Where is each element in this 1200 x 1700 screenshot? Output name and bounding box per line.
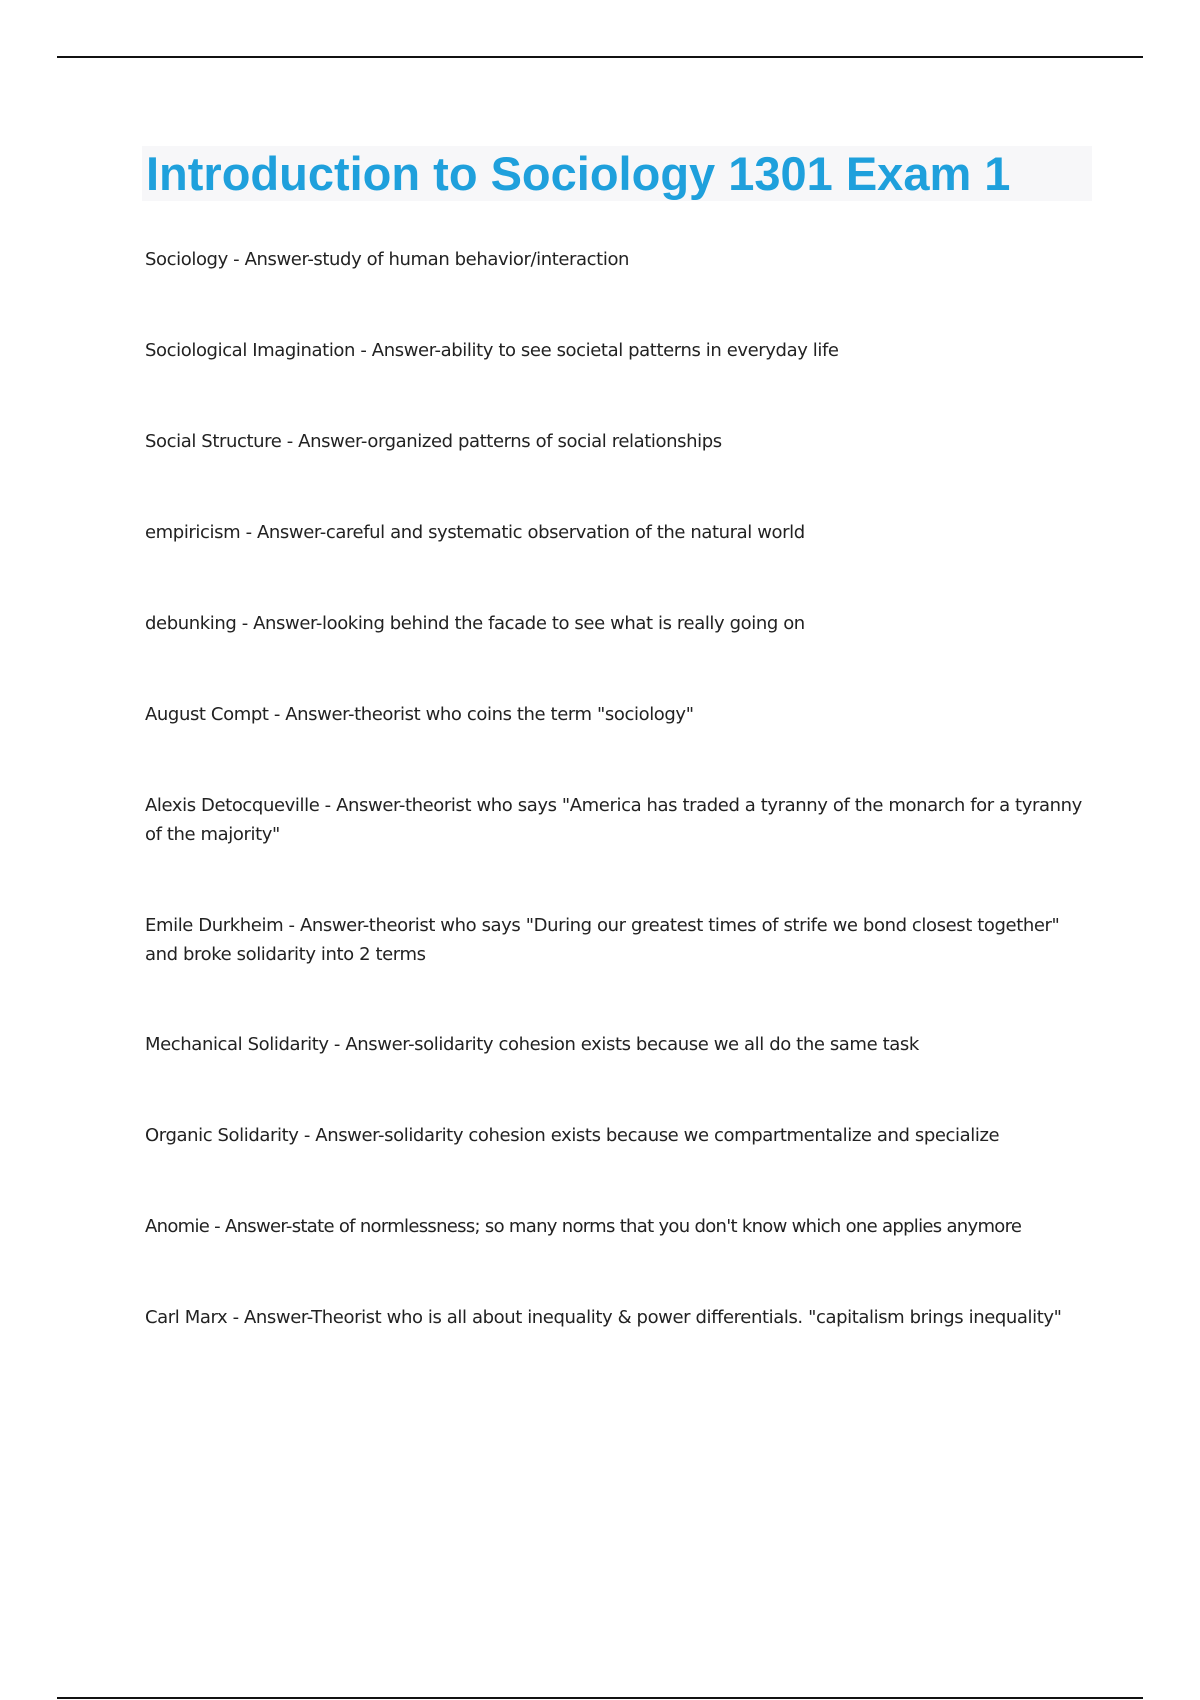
footer-rule [57,1697,1143,1699]
qa-item: Sociology - Answer-study of human behavior/interaction [145,249,630,270]
header-rule [57,56,1143,58]
qa-item: Sociological Imagination - Answer-ability to see societal patterns in everyday life [145,340,839,361]
qa-item: Carl Marx - Answer-Theorist who is all about inequality & power differentials. "capitalism brings inequality" [145,1307,1062,1328]
qa-item: Alexis Detocqueville - Answer-theorist who says "America has traded a tyranny of the monarch for a tyranny of the majority" [145,795,1082,845]
qa-item: August Compt - Answer-theorist who coins the term "sociology" [145,704,694,725]
qa-item: Anomie - Answer-state of normlessness; so many norms that you don't know which one applies anymore [145,1216,1022,1237]
document-title: Introduction to Sociology 1301 Exam 1 [146,147,1011,200]
title-banner [142,146,1092,201]
qa-item: empiricism - Answer-careful and systematic observation of the natural world [145,522,805,543]
qa-item: debunking - Answer-looking behind the facade to see what is really going on [145,613,805,634]
qa-item: Emile Durkheim - Answer-theorist who says "During our greatest times of strife we bond closest together" and broke solidarity into 2 terms [145,915,1060,965]
qa-item: Social Structure - Answer-organized patterns of social relationships [145,431,722,452]
qa-item: Mechanical Solidarity - Answer-solidarity cohesion exists because we all do the same task [145,1034,919,1055]
qa-item: Organic Solidarity - Answer-solidarity cohesion exists because we compartmentalize and specialize [145,1125,1000,1146]
